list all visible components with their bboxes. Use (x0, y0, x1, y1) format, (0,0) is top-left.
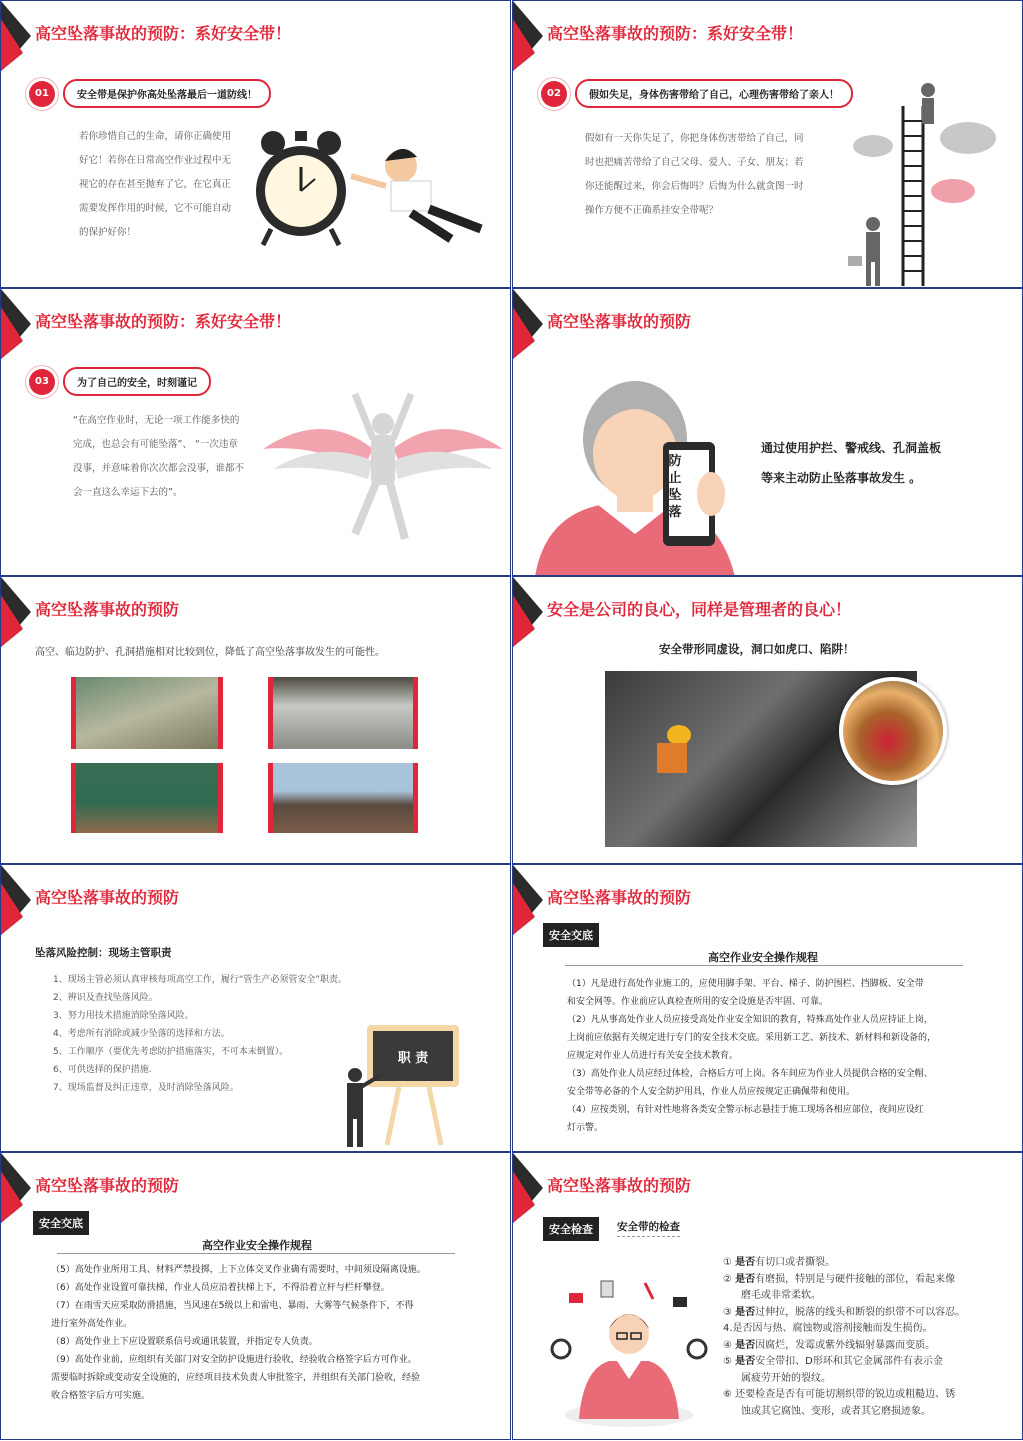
list-item: 1、现场主管必须认真审核每项高空工作，履行“管生产必须管安全”职责。 (53, 975, 348, 985)
slide-title: 高空坠落事故的预防：系好安全带！ (547, 24, 804, 43)
text-line: 需要发挥作用的时候，它不可能自动 (79, 203, 232, 214)
slide-title: 高空坠落事故的预防 (547, 1176, 692, 1195)
tiger-photo (839, 677, 947, 785)
corner-decoration (513, 1153, 543, 1223)
multitasking-person-illustration (549, 1279, 709, 1429)
section-label: 安全交底 (543, 923, 599, 947)
check-item (723, 1321, 1013, 1338)
check-bold: 是否 (735, 1257, 756, 1268)
slide-4 (512, 288, 1023, 576)
corner-decoration (1, 289, 31, 359)
list-item: 5、工作顺序（要优先考虑防护措施落实，不可本末倒置）。 (53, 1047, 289, 1057)
text-line: 的保护好你！ (79, 227, 137, 238)
worker-helmet (667, 725, 691, 745)
text-line: 完成，也总会有可能坠落”、 “一次违章 (73, 439, 238, 450)
slide-10 (512, 1152, 1023, 1440)
list-item: 3、努力用技术措施消除坠落风险。 (53, 1011, 194, 1021)
point-pill (29, 79, 271, 108)
text-line: 等来主动防止坠落事故发生 。 (761, 471, 922, 485)
text-line: 假如有一天你失足了，你把身体伤害带给了自己，同 (585, 133, 804, 144)
check-bold: 是否 (735, 1273, 756, 1285)
winged-figure-illustration (263, 389, 503, 549)
slide-3 (0, 288, 511, 576)
point-pill (541, 79, 853, 108)
rule-paragraphs (567, 975, 987, 1137)
check-text: 因腐烂，发霉或紫外线辐射暴露而变质。 (755, 1339, 936, 1351)
pill-text: 安全带是保护你高处坠落最后一道防线！ (63, 79, 271, 108)
text-line: 时也把痛苦带给了自己父母、爱人、子女、朋友；若 (585, 157, 804, 168)
check-text: 过伸拉，脱落的线头和断裂的织带不可以容忍。 (755, 1306, 966, 1318)
corner-decoration (513, 865, 543, 935)
rule-title: 高空作业安全操作规程 (708, 951, 818, 964)
para-line: 和安全网等。作业前应认真检查所用的安全设施是否牢固、可靠。 (567, 997, 829, 1007)
alarm-clock-illustration (251, 121, 501, 251)
para-line: （1）凡是进行高处作业施工的，应使用脚手架、平台、梯子、防护围栏、挡脚板、安全带 (567, 979, 924, 989)
corner-decoration (1, 865, 31, 935)
slide-6 (512, 576, 1023, 864)
check-item (723, 1387, 1013, 1420)
para-line: （2）凡从事高处作业人员应接受高处作业安全知识的教育，特殊高处作业人员应持证上岗， (567, 1015, 933, 1025)
check-text: 属疲劳开始的裂纹。 (741, 1372, 831, 1384)
check-mark: ⑥ (723, 1389, 732, 1400)
pill-text: 为了自己的安全，时刻谨记 (63, 367, 211, 396)
phone-char: 止 (668, 471, 682, 486)
section-label: 安全交底 (33, 1211, 89, 1235)
check-text: 蚀或其它腐蚀、变形，或者其它磨损迹象。 (741, 1405, 931, 1417)
phone-screen-text (665, 453, 685, 521)
check-item (723, 1338, 1013, 1355)
slide-title: 高空坠落事故的预防 (547, 312, 692, 331)
blackboard-text: 职 责 (397, 1051, 429, 1066)
corner-decoration (513, 1, 543, 71)
list-item: 2、辨识及查找坠落风险。 (53, 993, 158, 1003)
site-photo-1 (71, 677, 223, 749)
para-line: 灯示警。 (567, 1123, 604, 1133)
check-bold: 是否 (735, 1339, 756, 1351)
text-line: 视它的存在甚至抛弃了它，在它真正 (79, 179, 232, 190)
slide-title: 高空坠落事故的预防：系好安全带！ (35, 24, 292, 43)
phone-char: 防 (668, 454, 682, 469)
text-line: 若你珍惜自己的生命，请你正确使用 (79, 131, 232, 142)
check-item (723, 1255, 1013, 1272)
slide-title: 高空坠落事故的预防 (35, 888, 180, 907)
para-line: （3）高处作业人员应经过体检，合格后方可上岗。各车间应为作业人员提供合格的安全帽、 (567, 1069, 933, 1079)
rule-title: 高空作业安全操作规程 (202, 1239, 312, 1252)
check-mark: ③ (723, 1306, 732, 1318)
check-text: 磨毛或非常柔软。 (741, 1290, 821, 1301)
slide-subtitle: 安全带形同虚设，洞口如虎口、陷阱！ (659, 642, 855, 656)
body-text: 高空、临边防护、孔洞措施相对比较到位，降低了高空坠落事故发生的可能性。 (35, 647, 385, 658)
text-line: 好它！若你在日常高空作业过程中无 (79, 155, 232, 166)
para-line: 安全带等必备的个人安全防护用具，作业人员应按规定正确佩带和使用。 (567, 1087, 856, 1097)
slide-1 (0, 0, 511, 288)
text-line: 没事，并意味着你次次都会没事，谁都不 (73, 463, 245, 474)
text-line: “在高空作业时，无论一项工作能多快的 (73, 415, 240, 426)
check-list (723, 1255, 1013, 1420)
phone-char: 坠 (668, 488, 682, 503)
number-badge: 01 (29, 81, 55, 107)
number-badge: 02 (541, 81, 567, 107)
site-photo-2 (268, 677, 418, 749)
ladder-illustration (848, 76, 1018, 286)
rule-paragraphs (51, 1261, 481, 1405)
check-text: 有切口或者撕裂。 (755, 1257, 836, 1268)
para-line: 需要临时拆除或变动安全设施的，应经项目技术负责人审批签字，并组织有关部门验收，经验 (51, 1373, 421, 1383)
para-line: （6）高处作业设置可靠扶梯，作业人员应沿着扶梯上下，不得沿着立杆与栏杆攀登。 (51, 1283, 390, 1293)
site-photo-4 (268, 763, 418, 833)
check-bold: 是否 (735, 1306, 756, 1318)
list-item: 7、现场监督及纠正违章，及时消除坠落风险。 (53, 1083, 239, 1093)
text-line: 操作方便不正确系挂安全带呢？ (585, 205, 719, 216)
check-mark: ① (723, 1257, 732, 1268)
para-line: 上岗前应依据有关规定进行专门的安全技术交底。采用新工艺、新技术、新材料和新设备的， (567, 1033, 937, 1043)
corner-decoration (513, 577, 543, 647)
slide-2 (512, 0, 1023, 288)
check-text: 还要检查是否有可能切割织带的锐边或粗糙边、锈 (735, 1389, 956, 1400)
body-text (585, 127, 804, 223)
corner-decoration (1, 577, 31, 647)
phone-char: 落 (668, 505, 682, 520)
site-photo-3 (71, 763, 223, 833)
check-bold: 是否 (735, 1356, 756, 1367)
corner-decoration (1, 1, 31, 71)
check-mark: ④ (723, 1339, 732, 1351)
slide-title: 高空坠落事故的预防：系好安全带！ (35, 312, 292, 331)
pill-text: 假如失足，身体伤害带给了自己，心理伤害带给了亲人！ (575, 79, 853, 108)
text-line: 通过使用护拦、警戒线、孔洞盖板 (761, 441, 942, 455)
point-pill (29, 367, 211, 396)
duty-list (53, 971, 347, 1097)
section-heading: 坠落风险控制：现场主管职责 (35, 947, 172, 959)
para-line: （4）应按类别，有针对性地将各类安全警示标志悬挂于施工现场各相应部位，夜间应设红 (567, 1105, 924, 1115)
check-item (723, 1354, 1013, 1387)
slide-title: 安全是公司的良心，同样是管理者的良心！ (547, 600, 852, 619)
body-text (79, 125, 231, 245)
slide-9 (0, 1152, 511, 1440)
number-badge: 03 (29, 369, 55, 395)
slide-5 (0, 576, 511, 864)
list-item: 6、可供选择的保护措施. (53, 1065, 152, 1075)
para-line: （5）高处作业所用工具、材料严禁投掷，上下立体交叉作业确有需要时，中间须设隔离设施。 (51, 1265, 426, 1275)
check-text: 有磨损，特别是与硬件接触的部位，看起来像 (755, 1273, 956, 1285)
list-item: 4、考虑所有消除或减少坠落的选择和方法。 (53, 1029, 230, 1039)
section-label: 安全检查 (543, 1217, 599, 1241)
para-line: 进行室外高处作业。 (51, 1319, 133, 1329)
para-line: （8）高处作业上下应设置联系信号或通讯装置，并指定专人负责。 (51, 1337, 318, 1347)
section-sublabel: 安全带的检查 (617, 1219, 680, 1237)
corner-decoration (1, 1153, 31, 1223)
check-text: 安全带扣、D形环和其它金属部件有表示金 (755, 1356, 943, 1367)
slide-title: 高空坠落事故的预防 (547, 888, 692, 907)
check-mark: ⑤ (723, 1356, 732, 1367)
check-item (723, 1272, 1013, 1305)
para-line: （9）高处作业前，应组织有关部门对安全防护设施进行验收，经验收合格签字后方可作业。 (51, 1355, 417, 1365)
body-text (761, 433, 941, 493)
worker-body (657, 743, 687, 773)
divider (565, 965, 963, 966)
para-line: 应规定对作业人员进行有关安全技术教育。 (567, 1051, 739, 1061)
teacher-blackboard-illustration (337, 1025, 467, 1149)
check-item (723, 1305, 1013, 1322)
body-text (73, 409, 244, 505)
para-line: （7）在雨雪天应采取防滑措施，当风速在5级以上和雷电、暴雨、大雾等气候条件下，不得 (51, 1301, 414, 1311)
check-mark: ② (723, 1273, 732, 1285)
person-with-phone-illustration (535, 374, 735, 576)
text-line: 你还能醒过来，你会后悔吗？后悔为什么就贪图一时 (585, 181, 804, 192)
para-line: 收合格签字后方可实施。 (51, 1391, 151, 1401)
divider (57, 1253, 455, 1254)
slide-title: 高空坠落事故的预防 (35, 1176, 180, 1195)
slide-title: 高空坠落事故的预防 (35, 600, 180, 619)
slide-8 (512, 864, 1023, 1152)
corner-decoration (513, 289, 543, 359)
check-text: 4.是否因与热、腐蚀物或溶剂接触而发生损伤。 (723, 1323, 933, 1334)
text-line: 会一直这么幸运下去的”。 (73, 487, 183, 498)
slide-7 (0, 864, 511, 1152)
